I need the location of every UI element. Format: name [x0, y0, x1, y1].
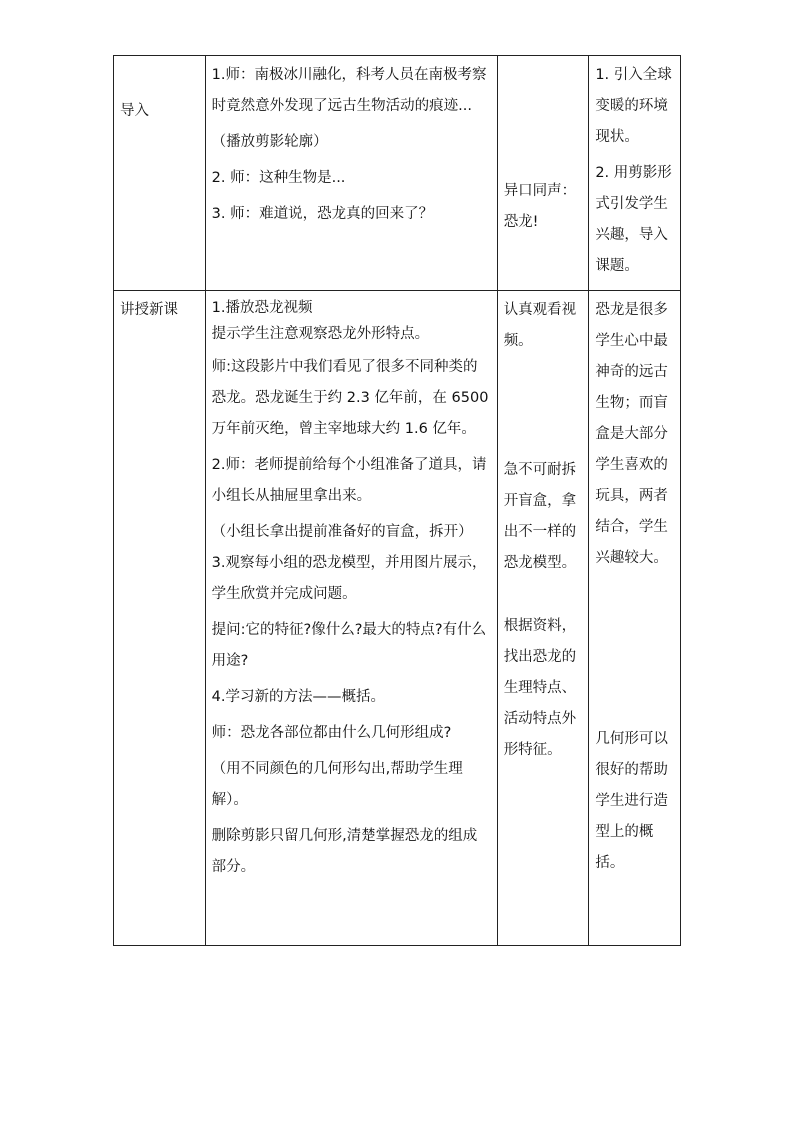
- intent-text: 1. 引入全球变暖的环境现状。: [595, 67, 672, 145]
- teacher-text: 提问:它的特征?像什么?最大的特点?有什么用途?: [211, 622, 487, 669]
- teacher-text: 删除剪影只留几何形,清楚掌握恐龙的组成部分。: [211, 828, 478, 875]
- intent-text: 2. 用剪影形式引发学生兴趣，导入课题。: [595, 165, 672, 274]
- teacher-text: 提示学生注意观察恐龙外形特点。: [211, 326, 430, 342]
- design-intent-cell: [589, 56, 681, 291]
- teacher-text: 3. 师：难道说，恐龙真的回来了？: [211, 206, 434, 222]
- teacher-text: （播放剪影轮廓）: [211, 134, 328, 150]
- student-text: 急不可耐拆开盲盒，拿出不一样的恐龙模型。: [503, 462, 577, 571]
- teacher-text: （用不同颜色的几何形勾出,帮助学生理解）。: [211, 761, 463, 808]
- teacher-text: 1.师：南极冰川融化，科考人员在南极考察时竟然意外发现了远古生物活动的痕迹...: [211, 67, 487, 114]
- student-activity-cell: [497, 56, 589, 291]
- teacher-text: 2.师：老师提前给每个小组准备了道具，请小组长从抽屉里拿出来。: [211, 457, 487, 504]
- teacher-activity-cell: [205, 291, 497, 946]
- teacher-text: 1.播放恐龙视频: [211, 300, 313, 316]
- teacher-text: （小组长拿出提前准备好的盲盒，拆开）: [211, 524, 473, 540]
- stage-label: 讲授新课: [120, 302, 178, 318]
- table-row: [114, 56, 681, 291]
- stage-label: 导入: [120, 103, 149, 119]
- teacher-text: 师：恐龙各部位都由什么几何形组成?: [211, 725, 452, 741]
- teacher-text: 3.观察每小组的恐龙模型，并用图片展示，学生欣赏并完成问题。: [211, 555, 487, 602]
- teacher-text: 4.学习新的方法——概括。: [211, 689, 385, 705]
- teacher-text: 2. 师：这种生物是...: [211, 170, 346, 186]
- lesson-plan-table: [113, 55, 681, 946]
- teacher-text: 师:这段影片中我们看见了很多不同种类的恐龙。恐龙诞生于约 2.3 亿年前，在 6500 万年前灭绝，曾主宰地球大约 1.6 亿年。: [211, 359, 489, 437]
- intent-text: 恐龙是很多学生心中最神奇的远古生物；而盲盒是大部分学生喜欢的玩具，两者结合，学生兴趣较大。: [595, 302, 668, 566]
- teacher-activity-cell: [205, 56, 497, 291]
- intent-text: 几何形可以很好的帮助学生进行造型上的概括。: [595, 731, 668, 871]
- table-row: [114, 291, 681, 946]
- stage-cell: [114, 291, 206, 946]
- student-activity-cell: [497, 291, 589, 946]
- student-text: 认真观看视频。: [503, 302, 577, 349]
- design-intent-cell: [589, 291, 681, 946]
- student-text: 异口同声：恐龙!: [503, 183, 577, 230]
- stage-cell: [114, 56, 206, 291]
- student-text: 根据资料，找出恐龙的生理特点、活动特点外形特征。: [503, 618, 577, 758]
